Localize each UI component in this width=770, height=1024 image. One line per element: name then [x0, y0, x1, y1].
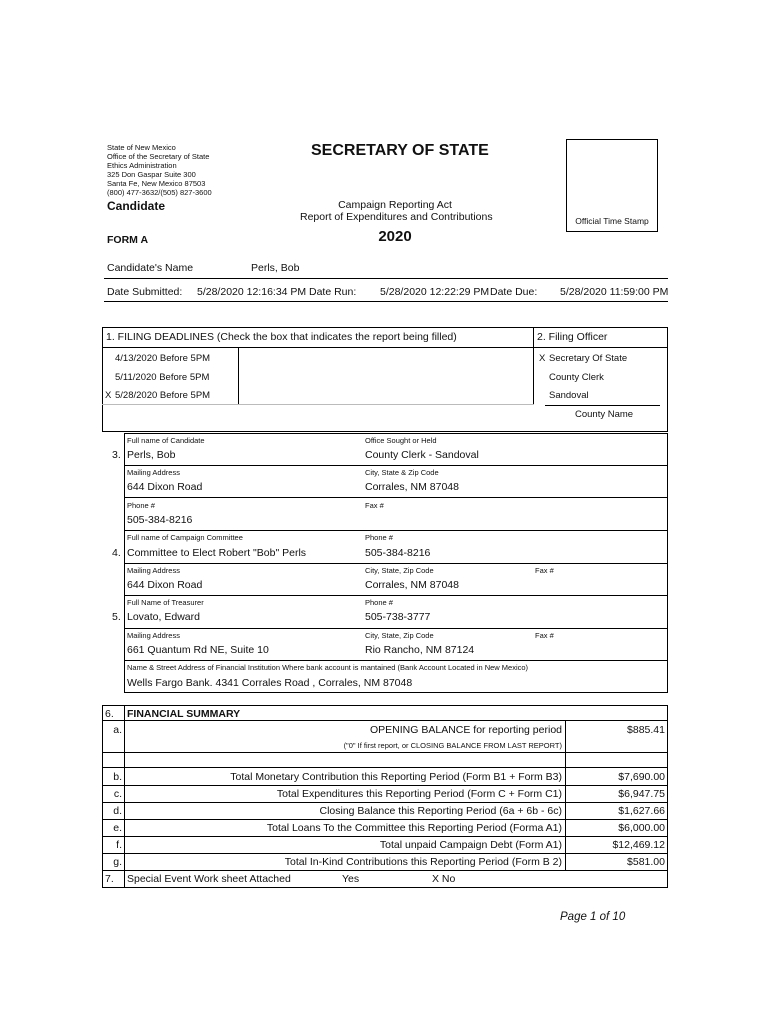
field-label: Name & Street Address of Financial Institution Where bank account is mantained (Bank Account Located in New Mexico) [127, 663, 529, 672]
section-number: 6. [105, 708, 114, 720]
treasurer-city: Rio Rancho, NM 87124 [365, 644, 475, 656]
act-line-2: Report of Expenditures and Contributions [300, 211, 493, 223]
date-run: 5/28/2020 12:22:29 PM [380, 286, 490, 298]
filing-officer-header: 2. Filing Officer [537, 331, 608, 343]
bank-name-address: Wells Fargo Bank. 4341 Corrales Road , Corrales, NM 87048 [127, 677, 413, 689]
committee-city: Corrales, NM 87048 [365, 579, 459, 591]
treasurer-mailing-address: 661 Quantum Rd NE, Suite 10 [127, 644, 269, 656]
summary-row-amount: $6,947.75 [618, 788, 665, 800]
divider [102, 752, 668, 753]
summary-row-amount: $7,690.00 [618, 771, 665, 783]
field-label: Full name of Candidate [127, 436, 205, 445]
date-run-label: Date Run: [309, 286, 357, 298]
summary-row-amount: $581.00 [627, 856, 665, 868]
deadline-option: 5/28/2020 Before 5PM [115, 390, 211, 401]
divider [102, 819, 668, 820]
row-letter: c. [113, 788, 122, 800]
treasurer-phone: 505-738-3777 [365, 611, 431, 623]
deadline-option: 5/11/2020 Before 5PM [115, 372, 210, 383]
row-letter: e. [113, 822, 122, 834]
summary-row-amount: $6,000.00 [618, 822, 665, 834]
divider [124, 563, 668, 564]
field-label: City, State & Zip Code [365, 468, 439, 477]
field-label: Fax # [535, 566, 554, 575]
summary-row-label: Total Monetary Contribution this Reporting Period (Form B1 + Form B3) [230, 771, 562, 783]
divider [533, 327, 534, 348]
candidate-heading: Candidate [107, 199, 166, 213]
date-due: 5/28/2020 11:59:00 PM [560, 286, 669, 298]
divider [104, 278, 668, 279]
row-letter: d. [113, 805, 122, 817]
divider [124, 660, 668, 661]
address-line: 325 Don Gaspar Suite 300 [107, 170, 196, 179]
divider [533, 347, 534, 405]
field-label: Full Name of Treasurer [127, 598, 204, 607]
divider [238, 347, 239, 405]
field-label: Fax # [365, 501, 384, 510]
divider [104, 301, 668, 302]
committee-name: Committee to Elect Robert "Bob" Perls [127, 547, 307, 559]
row-letter: g. [113, 856, 122, 868]
financial-summary-title: FINANCIAL SUMMARY [127, 708, 241, 720]
divider [102, 785, 668, 786]
opening-balance-amount: $885.41 [627, 724, 665, 736]
divider [124, 497, 668, 498]
row-letter: a. [113, 724, 122, 736]
date-submitted-label: Date Submitted: [107, 286, 183, 298]
office-sought: County Clerk - Sandoval [365, 449, 479, 461]
row-letter: b. [113, 771, 122, 783]
date-submitted: 5/28/2020 12:16:34 PM [197, 286, 307, 298]
address-line: (800) 477-3632/(505) 827-3600 [107, 188, 212, 197]
summary-row-label: Total Loans To the Committee this Reporting Period (Forma A1) [266, 822, 562, 834]
summary-row-label: Total Expenditures this Reporting Period (Form C + Form C1) [276, 788, 562, 800]
form-label: FORM A [107, 234, 149, 246]
divider [124, 530, 668, 531]
officer-option: Secretary Of State [549, 353, 628, 364]
divider [124, 628, 668, 629]
page-title: SECRETARY OF STATE [311, 142, 489, 159]
section-number: 4. [112, 547, 121, 559]
county-underline [545, 405, 660, 406]
opening-balance-note: ("0" If first report, or CLOSING BALANCE FROM LAST REPORT) [343, 741, 562, 750]
special-event-label: Special Event Work sheet Attached [127, 873, 291, 885]
field-label: Office Sought or Held [365, 436, 437, 445]
address-line: Ethics Administration [107, 161, 177, 170]
divider [102, 720, 668, 721]
divider [102, 836, 668, 837]
field-label: City, State, Zip Code [365, 566, 434, 575]
row-letter: f. [116, 839, 122, 851]
section-number: 7. [105, 873, 114, 885]
divider [102, 870, 668, 871]
divider [124, 595, 668, 596]
opening-balance-label: OPENING BALANCE for reporting period [370, 724, 562, 736]
filing-deadlines-header: 1. FILING DEADLINES (Check the box that indicates the report being filled) [106, 331, 457, 343]
field-label: Mailing Address [127, 468, 180, 477]
divider [102, 767, 668, 768]
candidate-name-label: Candidate's Name [107, 262, 194, 274]
act-line-1: Campaign Reporting Act [338, 199, 452, 211]
divider [102, 404, 534, 405]
committee-phone: 505-384-8216 [365, 547, 431, 559]
field-label: Phone # [365, 533, 393, 542]
field-label: Mailing Address [127, 566, 180, 575]
address-line: State of New Mexico [107, 143, 176, 152]
special-event-yes[interactable]: Yes [342, 873, 360, 885]
county-value: Sandoval [549, 390, 589, 401]
address-line: Office of the Secretary of State [107, 152, 210, 161]
candidate-full-name: Perls, Bob [127, 449, 176, 461]
committee-mailing-address: 644 Dixon Road [127, 579, 203, 591]
candidate-city: Corrales, NM 87048 [365, 481, 459, 493]
field-label: Full name of Campaign Committee [127, 533, 243, 542]
divider [124, 465, 668, 466]
candidate-name: Perls, Bob [251, 262, 300, 274]
stamp-label: Official Time Stamp [575, 216, 649, 226]
treasurer-name: Lovato, Edward [127, 611, 200, 623]
field-label: Fax # [535, 631, 554, 640]
field-label: Phone # [127, 501, 155, 510]
county-name-label: County Name [575, 409, 634, 420]
summary-row-label: Closing Balance this Reporting Period (6a + 6b - 6c) [319, 805, 562, 817]
section-number: 3. [112, 449, 121, 461]
summary-row-amount: $1,627.66 [618, 805, 665, 817]
officer-option: County Clerk [549, 372, 604, 383]
deadline-option: 4/13/2020 Before 5PM [115, 353, 211, 364]
divider [124, 705, 125, 888]
page-number: Page 1 of 10 [560, 911, 626, 923]
summary-row-label: Total In-Kind Contributions this Reporting Period (Form B 2) [284, 856, 562, 868]
address-line: Santa Fe, New Mexico 87503 [107, 179, 206, 188]
field-label: City, State, Zip Code [365, 631, 434, 640]
section-number: 5. [112, 611, 121, 623]
candidate-phone: 505-384-8216 [127, 514, 193, 526]
candidate-mailing-address: 644 Dixon Road [127, 481, 203, 493]
divider [565, 720, 566, 871]
divider [102, 802, 668, 803]
divider [102, 347, 668, 348]
divider [102, 853, 668, 854]
special-event-no[interactable]: X No [432, 873, 456, 885]
report-year: 2020 [378, 228, 412, 245]
field-label: Phone # [365, 598, 393, 607]
office-address [107, 143, 212, 197]
summary-row-label: Total unpaid Campaign Debt (Form A1) [379, 839, 562, 851]
date-due-label: Date Due: [490, 286, 538, 298]
field-label: Mailing Address [127, 631, 180, 640]
summary-row-amount: $12,469.12 [612, 839, 665, 851]
deadline-checkbox[interactable]: X [105, 390, 112, 401]
officer-checkbox[interactable]: X [539, 353, 546, 364]
